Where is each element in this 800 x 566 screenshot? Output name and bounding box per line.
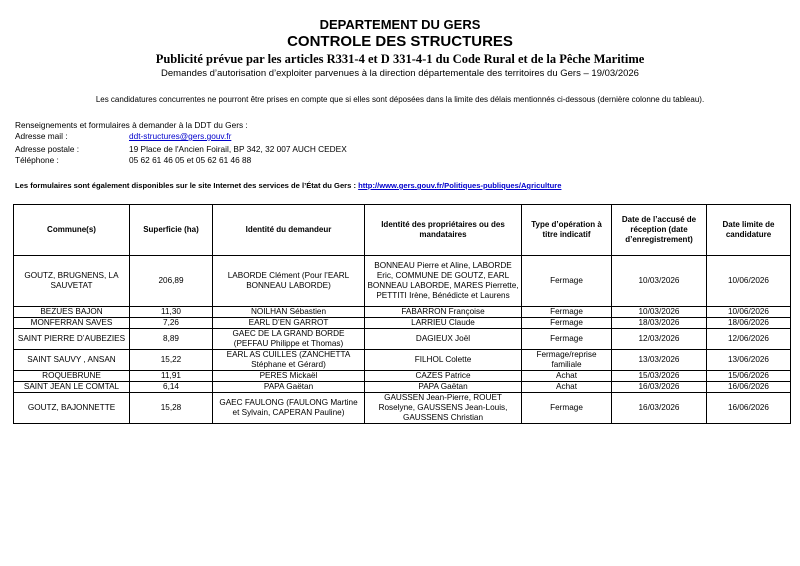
applications-table [13,204,791,424]
column-header: Date limite de candidature [707,205,791,256]
table-cell: FABARRON Françoise [365,307,522,318]
table-cell: 18/03/2026 [612,318,707,329]
table-cell: CAZES Patrice [365,371,522,382]
table-row [14,329,791,350]
table-cell: Fermage [522,329,612,350]
table-cell: SAINT SAUVY , ANSAN [14,350,130,371]
table-row [14,318,791,329]
table-row [14,256,791,307]
website-link[interactable]: http://www.gers.gouv.fr/Politiques-publiques/Agriculture [358,181,562,190]
table-cell: 12/06/2026 [707,329,791,350]
table-cell: Fermage [522,318,612,329]
phone-value: 05 62 61 46 05 et 05 62 61 46 88 [129,155,252,165]
table-cell: PERES Mickaël [213,371,365,382]
table-cell: LABORDE Clément (Pour l’EARL BONNEAU LABORDE) [213,256,365,307]
table-cell: Fermage/reprise familiale [522,350,612,371]
mail-label: Adresse mail : [15,131,68,141]
table-cell: GAEC FAULONG (FAULONG Martine et Sylvain, CAPERAN Pauline) [213,393,365,424]
table-row [14,371,791,382]
contact-intro: Renseignements et formulaires à demander à la DDT du Gers : [15,120,248,130]
table-cell: Fermage [522,256,612,307]
phone-label: Téléphone : [15,155,59,165]
website-text: Les formulaires sont également disponibles sur le site Internet des services de l’État du Gers : [15,181,359,190]
table-cell: 16/03/2026 [612,393,707,424]
table-cell: 10/03/2026 [612,256,707,307]
table-cell: GOUTZ, BAJONNETTE [14,393,130,424]
table-cell: 18/06/2026 [707,318,791,329]
table-cell: 8,89 [130,329,213,350]
table-cell: Fermage [522,307,612,318]
table-cell: NOILHAN Sébastien [213,307,365,318]
table-cell: GOUTZ, BRUGNENS, LA SAUVETAT [14,256,130,307]
table-cell: BONNEAU Pierre et Aline, LABORDE Eric, COMMUNE DE GOUTZ, EARL BONNEAU LABORDE, MARES Pierrette, PETTITI Irène, Bénédicte et Laurens [365,256,522,307]
deadline-note: Les candidatures concurrentes ne pourront être prises en compte que si elles sont déposées dans la limite des délais mentionnés ci-dessous (dernière colonne du tableau). [95,95,705,104]
table-row [14,307,791,318]
table-cell: 15/06/2026 [707,371,791,382]
table-cell: PAPA Gaëtan [213,382,365,393]
table-cell: 11,30 [130,307,213,318]
table-row [14,350,791,371]
table-cell: 10/03/2026 [612,307,707,318]
table-cell: 13/03/2026 [612,350,707,371]
table-cell: 15,22 [130,350,213,371]
table-cell: PAPA Gaëtan [365,382,522,393]
table-cell: BEZUES BAJON [14,307,130,318]
table-cell: EARL D’EN GARROT [213,318,365,329]
postal-value: 19 Place de l'Ancien Foirail, BP 342, 32 007 AUCH CEDEX [129,144,347,154]
website-line [15,181,561,190]
column-header: Identité des propriétaires ou des mandataires [365,205,522,256]
table-cell: 15,28 [130,393,213,424]
column-header: Commune(s) [14,205,130,256]
table-cell: Fermage [522,393,612,424]
table-cell: 16/03/2026 [612,382,707,393]
table-cell: 7,26 [130,318,213,329]
table-cell: 11,91 [130,371,213,382]
postal-label: Adresse postale : [15,144,80,154]
table-cell: Achat [522,371,612,382]
table-cell: 6,14 [130,382,213,393]
table-cell: FILHOL Colette [365,350,522,371]
column-header: Superficie (ha) [130,205,213,256]
column-header: Identité du demandeur [213,205,365,256]
description: Demandes d’autorisation d’exploiter parvenues à la direction départementale des territoires du Gers – 19/03/2026 [161,68,639,79]
table-cell: LARRIEU Claude [365,318,522,329]
table-cell: SAINT JEAN LE COMTAL [14,382,130,393]
column-header: Date de l’accusé de réception (date d’enregistrement) [612,205,707,256]
table-cell: 15/03/2026 [612,371,707,382]
table-cell: EARL AS CUILLES (ZANCHETTA Stéphane et Gérard) [213,350,365,371]
page-title: CONTROLE DES STRUCTURES [287,33,513,50]
table-cell: SAINT PIERRE D’AUBEZIES [14,329,130,350]
legal-subtitle: Publicité prévue par les articles R331-4 et D 331-4-1 du Code Rural et de la Pêche Maritime [155,52,645,66]
department-heading: DEPARTEMENT DU GERS [319,17,481,32]
table-cell: 16/06/2026 [707,393,791,424]
table-row [14,393,791,424]
mail-link[interactable]: ddt-structures@gers.gouv.fr [129,131,232,141]
table-row [14,382,791,393]
table-cell: GAUSSEN Jean-Pierre, ROUET Roselyne, GAUSSENS Jean-Louis, GAUSSENS Christian [365,393,522,424]
table-header-row [14,205,791,256]
table-cell: 12/03/2026 [612,329,707,350]
table-cell: 16/06/2026 [707,382,791,393]
table-cell: Achat [522,382,612,393]
table-cell: 10/06/2026 [707,256,791,307]
table-cell: GAEC DE LA GRAND BORDE (PEFFAU Philippe et Thomas) [213,329,365,350]
table-cell: 13/06/2026 [707,350,791,371]
table-cell: MONFERRAN SAVES [14,318,130,329]
table-cell: 10/06/2026 [707,307,791,318]
table-cell: ROQUEBRUNE [14,371,130,382]
table-cell: 206,89 [130,256,213,307]
table-cell: DAGIEUX Joël [365,329,522,350]
column-header: Type d’opération à titre indicatif [522,205,612,256]
